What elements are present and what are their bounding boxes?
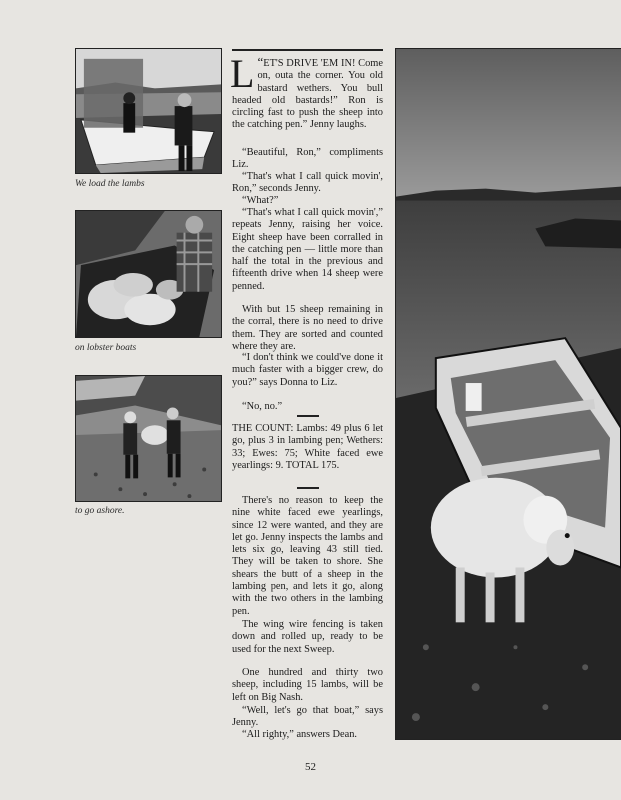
caption-photo1: We load the lambs bbox=[75, 179, 145, 189]
page-number: 52 bbox=[305, 761, 316, 773]
photo-sheep-and-boat bbox=[395, 48, 621, 740]
paragraph-6: “I don't think we could've done it much faster with a bigger crew, do you?” says Donna to Liz. bbox=[232, 352, 383, 388]
count-paragraph: THE COUNT: Lambs: 49 plus 6 let go, plus 3 in lambing pen; Wethers: 33; Ewes: 75; White faced ewe yearlings: 9. TOTAL 175. bbox=[232, 423, 383, 471]
caption-photo2: on lobster boats bbox=[75, 343, 137, 353]
top-rule bbox=[232, 49, 383, 51]
caption-photo3: to go ashore. bbox=[75, 506, 125, 516]
paragraph-3: “What?” bbox=[242, 195, 279, 206]
closing-paragraph-5: “All righty,” answers Dean. bbox=[242, 729, 358, 740]
lead-open-quote: “ bbox=[257, 54, 264, 69]
closing-paragraph-4: “Well, let's go that boat,” says Jenny. bbox=[232, 705, 383, 729]
divider-rule-1 bbox=[297, 415, 319, 417]
divider-rule-2 bbox=[297, 487, 319, 489]
paragraph-5: With but 15 sheep remaining in the corral, there is no need to drive them. They are sorted and counted where they are. bbox=[232, 304, 383, 352]
closing-paragraph-3: One hundred and thirty two sheep, including 15 lambs, will be left on Big Nash. bbox=[232, 667, 383, 703]
photo-going-ashore bbox=[75, 375, 222, 502]
photo-loading-lambs bbox=[75, 48, 222, 174]
lead-paragraph bbox=[230, 51, 383, 132]
closing-paragraph-2: The wing wire fencing is taken down and rolled up, ready to be used for the next Sweep. bbox=[232, 619, 383, 655]
lead-text: ET'S DRIVE 'EM IN! Come on, outa the corner. You old bastard wethers. You bull headed old bastards!” Ron is circling fast to push the sheep into the catching pen.” Jenny laughs. bbox=[232, 58, 383, 131]
photo-lobster-boat bbox=[75, 210, 222, 338]
paragraph-7: “No, no.” bbox=[242, 401, 283, 412]
paragraph-4: “That's what I call quick movin',” repeats Jenny, raising her voice. Eight sheep have been corralled in the catching pen — little more than half the total in the previous and fifteenth drive when 14 sheep were penned. bbox=[232, 207, 383, 292]
closing-paragraph-1: There's no reason to keep the nine white faced ewe yearlings, since 12 were wanted, and they are let go. Jenny inspects the lambs and lets six go, leaving 43 still tied. They will be taken to shore. She shears the butt of a sheep in the lambing pen, and lets it go, along with the two others in the lambing pen. bbox=[232, 495, 383, 617]
drop-cap: L bbox=[230, 51, 255, 96]
paragraph-1: “Beautiful, Ron,” compliments Liz. bbox=[232, 147, 383, 171]
paragraph-2: “That's what I call quick movin', Ron,” seconds Jenny. bbox=[232, 171, 383, 195]
